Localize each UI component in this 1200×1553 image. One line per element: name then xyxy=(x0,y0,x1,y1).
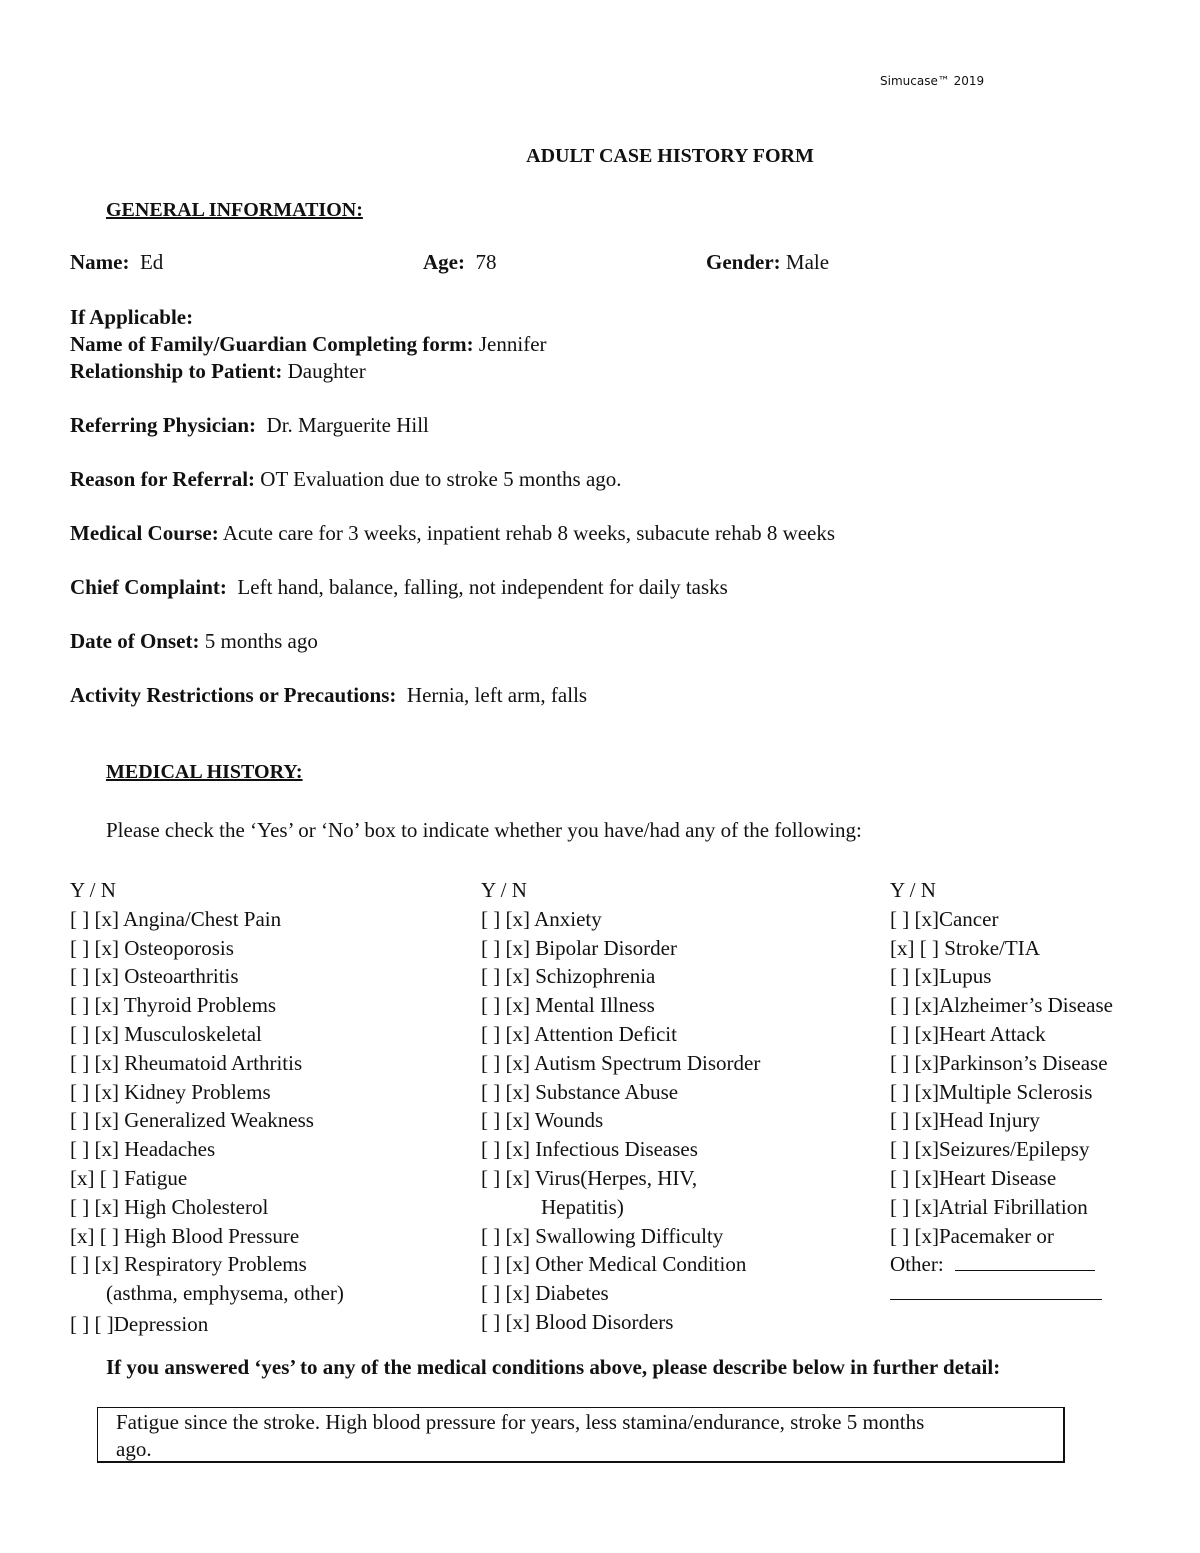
guardian-label: Name of Family/Guardian Completing form: xyxy=(70,332,474,356)
other-blank-line[interactable] xyxy=(955,1252,1095,1271)
other-blank-line-2[interactable] xyxy=(890,1281,1102,1300)
brand-footer-text: Simucase™ 2019 xyxy=(880,74,985,88)
condition-item[interactable]: [ ] [x] Respiratory Problems xyxy=(70,1252,307,1277)
name-label: Name: xyxy=(70,250,130,274)
condition-item[interactable]: [ ] [x]Heart Disease xyxy=(890,1165,1057,1190)
condition-item[interactable]: [ ] [x] Swallowing Difficulty xyxy=(481,1223,724,1248)
referral-field xyxy=(70,467,622,492)
yn-header: Y / N xyxy=(890,878,936,902)
condition-item[interactable]: [ ] [x] Infectious Diseases xyxy=(481,1137,698,1162)
restrictions-field xyxy=(70,683,587,708)
condition-item[interactable]: [ ] [x] Attention Deficit xyxy=(481,1021,677,1046)
condition-item[interactable]: [ ] [x]Seizures/Epilepsy xyxy=(890,1137,1090,1162)
medical-course-value: Acute care for 3 weeks, inpatient rehab 8 weeks, subacute rehab 8 weeks xyxy=(222,521,836,545)
yn-header: Y / N xyxy=(70,878,116,902)
condition-continuation: (asthma, emphysema, other) xyxy=(106,1281,344,1306)
conditions-list-2b xyxy=(481,1222,760,1337)
detail-answer-line-2: ago. xyxy=(116,1437,152,1461)
condition-item[interactable]: [ ] [x]Head Injury xyxy=(890,1108,1040,1133)
condition-item[interactable]: [ ] [x] Rheumatoid Arthritis xyxy=(70,1050,303,1075)
condition-continuation: Hepatitis) xyxy=(541,1194,624,1219)
gender-field xyxy=(706,250,829,275)
condition-item[interactable]: [ ] [x] Diabetes xyxy=(481,1281,609,1306)
age-label: Age: xyxy=(423,250,465,274)
conditions-column-1 xyxy=(70,876,344,1339)
condition-item[interactable]: [ ] [x] Angina/Chest Pain xyxy=(70,906,282,931)
onset-value: 5 months ago xyxy=(204,629,318,653)
medical-course-field xyxy=(70,521,835,546)
referral-label: Reason for Referral: xyxy=(70,467,256,491)
chief-complaint-field xyxy=(70,575,728,600)
other-field xyxy=(890,1250,1113,1279)
other-field-line-2 xyxy=(890,1279,1113,1308)
conditions-column-3 xyxy=(890,876,1113,1308)
conditions-list-3 xyxy=(890,905,1113,1251)
condition-item[interactable]: [ ] [x]Atrial Fibrillation xyxy=(890,1194,1088,1219)
if-applicable-text: If Applicable: xyxy=(70,305,194,329)
condition-item[interactable]: [ ] [x]Multiple Sclerosis xyxy=(890,1079,1093,1104)
condition-item[interactable]: [ ] [x] Headaches xyxy=(70,1137,216,1162)
name-value: Ed xyxy=(139,250,164,274)
condition-item[interactable]: [ ] [x] Osteoporosis xyxy=(70,935,234,960)
general-info-heading: GENERAL INFORMATION: xyxy=(106,199,363,221)
condition-item[interactable]: [ ] [x] Other Medical Condition xyxy=(481,1252,747,1277)
age-field xyxy=(423,250,496,275)
condition-item[interactable]: [ ] [x]Parkinson’s Disease xyxy=(890,1050,1108,1075)
chief-complaint-value: Left hand, balance, falling, not independent for daily tasks xyxy=(237,575,728,599)
medical-history-heading: MEDICAL HISTORY: xyxy=(106,761,303,783)
relationship-value: Daughter xyxy=(287,359,366,383)
conditions-list-1 xyxy=(70,905,344,1279)
referral-value: OT Evaluation due to stroke 5 months ago. xyxy=(260,467,622,491)
condition-item[interactable]: [ ] [x]Heart Attack xyxy=(890,1021,1046,1046)
condition-item[interactable]: [ ] [x]Cancer xyxy=(890,906,999,931)
relationship-field xyxy=(70,359,366,384)
condition-item[interactable]: [ ] [x]Alzheimer’s Disease xyxy=(890,993,1113,1018)
condition-item[interactable]: [ ] [x] Thyroid Problems xyxy=(70,993,277,1018)
condition-item[interactable]: [ ] [x] Bipolar Disorder xyxy=(481,935,677,960)
form-title: ADULT CASE HISTORY FORM xyxy=(526,145,814,167)
condition-item[interactable]: [ ] [x] Osteoarthritis xyxy=(70,964,239,989)
name-field xyxy=(70,250,163,275)
medical-instruction: Please check the ‘Yes’ or ‘No’ box to indicate whether you have/had any of the following: xyxy=(106,818,862,842)
condition-item[interactable]: [x] [ ] High Blood Pressure xyxy=(70,1223,300,1248)
condition-item[interactable]: [ ] [x] Virus(Herpes, HIV, xyxy=(481,1165,698,1190)
restrictions-value: Hernia, left arm, falls xyxy=(406,683,588,707)
condition-item[interactable]: [ ] [x] Wounds xyxy=(481,1108,604,1133)
detail-answer-box[interactable] xyxy=(97,1407,1065,1463)
conditions-list-2a xyxy=(481,905,760,1193)
medical-course-label: Medical Course: xyxy=(70,521,219,545)
guardian-value: Jennifer xyxy=(478,332,547,356)
condition-item[interactable]: [ ] [x] Substance Abuse xyxy=(481,1079,679,1104)
condition-item[interactable]: [ ] [x]Lupus xyxy=(890,964,992,989)
onset-field xyxy=(70,629,318,654)
if-applicable-label xyxy=(70,305,193,330)
onset-label: Date of Onset: xyxy=(70,629,200,653)
condition-item[interactable]: [ ] [x] Schizophrenia xyxy=(481,964,656,989)
gender-label: Gender: xyxy=(706,250,781,274)
condition-item[interactable]: [x] [ ] Stroke/TIA xyxy=(890,935,1040,960)
yn-header: Y / N xyxy=(481,878,527,902)
relationship-label: Relationship to Patient: xyxy=(70,359,283,383)
chief-complaint-label: Chief Complaint: xyxy=(70,575,227,599)
physician-value: Dr. Marguerite Hill xyxy=(266,413,429,437)
condition-item[interactable]: [ ] [x] Mental Illness xyxy=(481,993,655,1018)
age-value: 78 xyxy=(475,250,497,274)
detail-prompt: If you answered ‘yes’ to any of the medical conditions above, please describe below in further detail: xyxy=(106,1355,1001,1379)
condition-item[interactable]: [ ] [x] Blood Disorders xyxy=(481,1309,674,1334)
guardian-field xyxy=(70,332,547,357)
gender-value: Male xyxy=(785,250,830,274)
condition-item[interactable]: [ ] [ ]Depression xyxy=(70,1311,209,1336)
condition-item[interactable]: [ ] [x] Anxiety xyxy=(481,906,602,931)
condition-item[interactable]: [ ] [x] Generalized Weakness xyxy=(70,1108,314,1133)
condition-item[interactable]: [ ] [x] Musculoskeletal xyxy=(70,1021,262,1046)
physician-field xyxy=(70,413,429,438)
detail-answer-line-1: Fatigue since the stroke. High blood pressure for years, less stamina/endurance, stroke 5 months xyxy=(116,1410,925,1434)
condition-item[interactable]: [ ] [x] High Cholesterol xyxy=(70,1194,269,1219)
condition-item[interactable]: [ ] [x] Autism Spectrum Disorder xyxy=(481,1050,761,1075)
conditions-column-2 xyxy=(481,876,760,1337)
condition-item[interactable]: [x] [ ] Fatigue xyxy=(70,1165,188,1190)
condition-item[interactable]: [ ] [x]Pacemaker or xyxy=(890,1223,1054,1248)
physician-label: Referring Physician: xyxy=(70,413,257,437)
other-label: Other: xyxy=(890,1252,944,1277)
condition-item[interactable]: [ ] [x] Kidney Problems xyxy=(70,1079,271,1104)
restrictions-label: Activity Restrictions or Precautions: xyxy=(70,683,397,707)
